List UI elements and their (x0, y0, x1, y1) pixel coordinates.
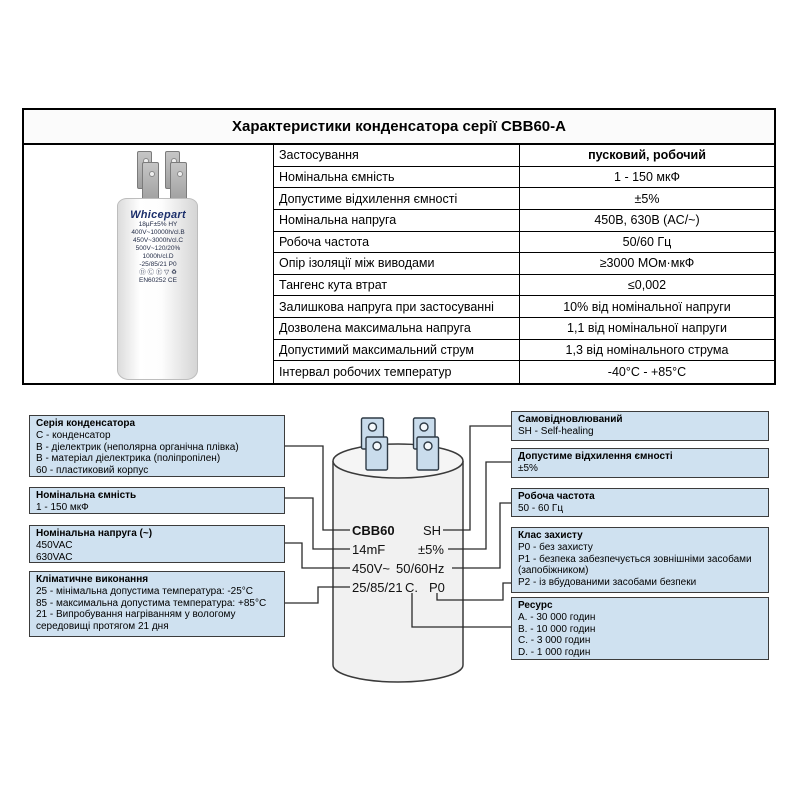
callout-line: B - матеріал діелектрика (поліпропілен) (36, 453, 221, 465)
row-value: ≥3000 МОм·мкФ (599, 256, 695, 271)
callout-line: P2 - із вбудованими засобами безпеки (518, 577, 697, 589)
callout-line: 630VAC (36, 551, 73, 563)
callout-line: 25 - мінімальна допустима температура: -25°C (36, 585, 253, 597)
marking-self-healing: SH (423, 523, 442, 538)
callout-line: B. - 10 000 годин (518, 623, 596, 635)
row-value: 1 - 150 мкФ (614, 169, 680, 184)
photo-certification-icons: Ⓓ Ⓒ Ⓔ ▽ ♻ (139, 269, 177, 276)
callout-climate (29, 571, 285, 637)
callout-line: 1 - 150 мкФ (36, 501, 89, 513)
callout-line: 60 - пластиковий корпус (36, 465, 149, 477)
callout-line: ±5% (518, 462, 538, 474)
callout-line: 450VAC (36, 539, 73, 551)
row-label: Номінальна ємність (274, 167, 520, 188)
row-label: Робоча частота (274, 232, 520, 253)
callout-title: Допустиме відхилення ємності (518, 451, 673, 462)
row-value: ±5% (634, 191, 660, 206)
callout-line: 85 - максимальна допустима температура: +85°C (36, 597, 267, 609)
photo-label-line: 400V~10000h/cl.B (131, 229, 185, 236)
callout-title: Номінальна ємність (36, 490, 137, 501)
row-value: ≤0,002 (627, 278, 667, 293)
spec-table-title: Характеристики конденсатора серії CBB60-A (24, 110, 774, 145)
row-label: Залишкова напруга при застосуванні (274, 296, 520, 317)
callout-frequency (511, 488, 769, 517)
callout-self-healing (511, 411, 769, 441)
row-value: 1,3 від номінального струма (565, 343, 729, 358)
photo-label-line: 500V~120/20% (135, 245, 181, 252)
row-value: -40°С - +85°С (607, 365, 687, 380)
row-value: 450В, 630В (AC/~) (594, 213, 700, 228)
callout-line: A. - 30 000 годин (518, 611, 596, 623)
row-label: Допустиме відхилення ємності (274, 188, 520, 209)
row-value: 50/60 Гц (622, 234, 672, 249)
callout-line: C - конденсатор (36, 429, 111, 441)
callout-title: Номінальна напруга (~) (36, 528, 153, 539)
marking-resource: C. (405, 580, 418, 595)
callout-line: C. - 3 000 годин (518, 635, 591, 647)
marking-tolerance: ±5% (418, 542, 444, 557)
marking-capacity: 14mF (352, 542, 386, 557)
callout-title: Клас захисту (518, 530, 583, 541)
callout-title: Серія конденсатора (36, 418, 136, 429)
marking-protection: P0 (429, 580, 445, 595)
marking-series: CBB60 (352, 523, 395, 538)
callout-tolerance (511, 448, 769, 478)
callout-line: 21 - Випробування нагріванням у вологому середовищі протягом 21 дня (36, 609, 236, 633)
row-label: Допустимий максимальний струм (274, 340, 520, 361)
callout-title: Ресурс (518, 600, 553, 611)
row-label: Застосування (274, 145, 520, 166)
terminal-left (362, 418, 388, 470)
callout-title: Кліматичне виконання (36, 574, 149, 585)
terminal-right (414, 418, 439, 470)
row-label: Інтервал робочих температур (274, 361, 520, 383)
callout-series (29, 415, 285, 477)
callout-nominal-voltage (29, 525, 285, 563)
brand-logo: Whicepart (130, 209, 186, 221)
callout-line: D. - 1 000 годин (518, 647, 591, 659)
callout-line: 50 - 60 Гц (518, 502, 564, 514)
callout-title: Робоча частота (518, 491, 595, 502)
callout-line: P1 - безпека забезпечується зовнішніми засобами (запобіжником) (518, 553, 752, 577)
photo-label-line: 450V~3000h/cl.C (132, 237, 184, 244)
callout-protection-class (511, 527, 769, 593)
row-label: Тангенс кута втрат (274, 275, 520, 296)
photo-label-line: 1000h/cl.D (142, 253, 174, 260)
callout-title: Самовідновлюваний (518, 414, 623, 425)
callout-resource (511, 597, 769, 660)
row-value: 1,1 від номінальної напруги (567, 321, 727, 336)
callout-line: P0 - без захисту (518, 541, 593, 553)
capacitor-top (333, 444, 463, 478)
marking-frequency: 50/60Hz (396, 561, 445, 576)
photo-label-line: EN60252 CE (139, 277, 177, 284)
photo-label-line: 18µF±5% HY (138, 221, 178, 228)
callout-nominal-capacity (29, 487, 285, 514)
row-label: Номінальна напруга (274, 210, 520, 231)
photo-label-line: -25/85/21 P0 (139, 261, 177, 268)
callout-line: SH - Self-healing (518, 425, 594, 437)
marking-climate: 25/85/21 (352, 580, 403, 595)
marking-voltage: 450V~ (352, 561, 390, 576)
row-label: Дозволена максимальна напруга (274, 318, 520, 339)
row-label: Опір ізоляції між виводами (274, 253, 520, 274)
callout-line: B - діелектрик (неполярна органічна плівка) (36, 441, 239, 453)
row-value: пусковий, робочий (588, 148, 706, 163)
row-value: 10% від номінальної напруги (563, 299, 731, 314)
